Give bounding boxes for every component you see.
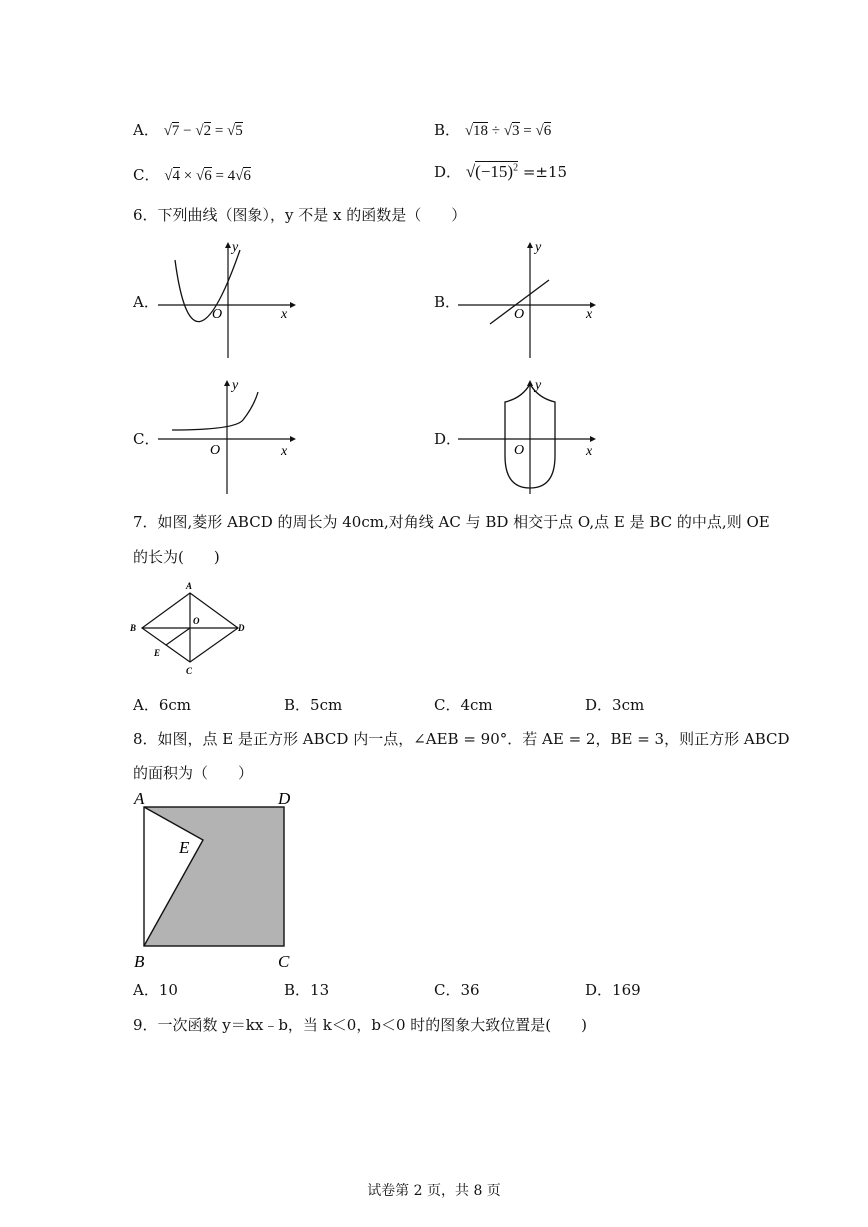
x-label: x <box>281 307 288 322</box>
q5-option-d: D． $√(-15)^2 =\pm 15$ <box>434 162 568 181</box>
x-label: x <box>586 307 593 322</box>
y-arrow-icon <box>224 380 230 386</box>
q6-graph-c <box>150 376 300 498</box>
q6-label-b: B． <box>434 293 461 311</box>
q8-stem-line1: 8．如图，点 E 是正方形 ABCD 内一点，∠AEB = 90°．若 AE = 2，BE = 3，则正方形 ABCD <box>133 730 790 748</box>
q6-graph-a <box>150 238 300 363</box>
y-label: y <box>535 240 542 255</box>
origin-label: O <box>514 307 525 322</box>
point-b-label: B <box>134 952 145 971</box>
q8-option-b: B．13 <box>284 981 330 999</box>
shaded-region <box>144 807 284 946</box>
q8-square-figure <box>126 786 306 972</box>
q8-option-a: A．10 <box>133 981 178 999</box>
q7-option-a: A．6cm <box>133 696 192 714</box>
origin-label: O <box>514 443 525 458</box>
q5-option-b: B． √18 ÷ √3 = √6 <box>434 121 552 139</box>
x-arrow-icon <box>290 302 296 308</box>
x-arrow-icon <box>590 436 596 442</box>
origin-label: O <box>210 443 221 458</box>
y-label: y <box>535 378 542 393</box>
point-o-label: O <box>193 616 200 626</box>
point-c-label: C <box>278 952 290 971</box>
q7-stem-line1: 7．如图,菱形 ABCD 的周长为 40cm,对角线 AC 与 BD 相交于点 O,点 E 是 BC 的中点,则 OE <box>133 513 770 531</box>
q7-stem-line2: 的长为( ) <box>133 548 220 566</box>
x-label: x <box>281 444 288 459</box>
q5-option-c: C． √4 × √6 = 4√6 <box>133 166 251 184</box>
x-arrow-icon <box>290 436 296 442</box>
q7-option-d: D．3cm <box>585 696 645 714</box>
point-b-label: B <box>130 623 137 633</box>
x-label: x <box>586 444 593 459</box>
y-label: y <box>232 378 239 393</box>
q6-label-c: C． <box>133 430 160 448</box>
point-d-label: D <box>278 789 291 808</box>
q6-graph-b <box>450 238 600 363</box>
point-e-label: E <box>154 648 161 658</box>
point-d-label: D <box>238 623 245 633</box>
q5-option-a: A． √7 − √2 = √5 <box>133 121 243 139</box>
origin-label: O <box>212 307 223 322</box>
q7-option-c: C．4cm <box>434 696 493 714</box>
q6-stem: 6．下列曲线（图象），y 不是 x 的函数是（ ） <box>133 206 467 224</box>
q9-stem: 9．一次函数 y＝kx﹣b，当 k＜0，b＜0 时的图象大致位置是( ) <box>133 1016 587 1034</box>
y-arrow-icon <box>527 242 533 248</box>
q7-rhombus-figure <box>125 578 255 682</box>
q7-option-b: B．5cm <box>284 696 343 714</box>
q6-graph-d <box>450 376 600 498</box>
q6-label-d: D． <box>434 430 462 448</box>
y-label: y <box>232 240 239 255</box>
y-arrow-icon <box>225 242 231 248</box>
point-a-label: A <box>134 789 145 808</box>
q6-label-a: A． <box>133 293 159 311</box>
parabola-curve <box>175 250 240 322</box>
q8-option-d: D．169 <box>585 981 641 999</box>
exponential-curve <box>172 392 258 430</box>
point-e-label: E <box>179 838 190 857</box>
q8-option-c: C．36 <box>434 981 480 999</box>
point-c-label: C <box>186 666 193 676</box>
page-footer: 试卷第 2 页，共 8 页 <box>367 1183 501 1199</box>
point-a-label: A <box>186 581 193 591</box>
q8-stem-line2: 的面积为（ ） <box>133 764 254 782</box>
segment-oe <box>166 628 190 645</box>
